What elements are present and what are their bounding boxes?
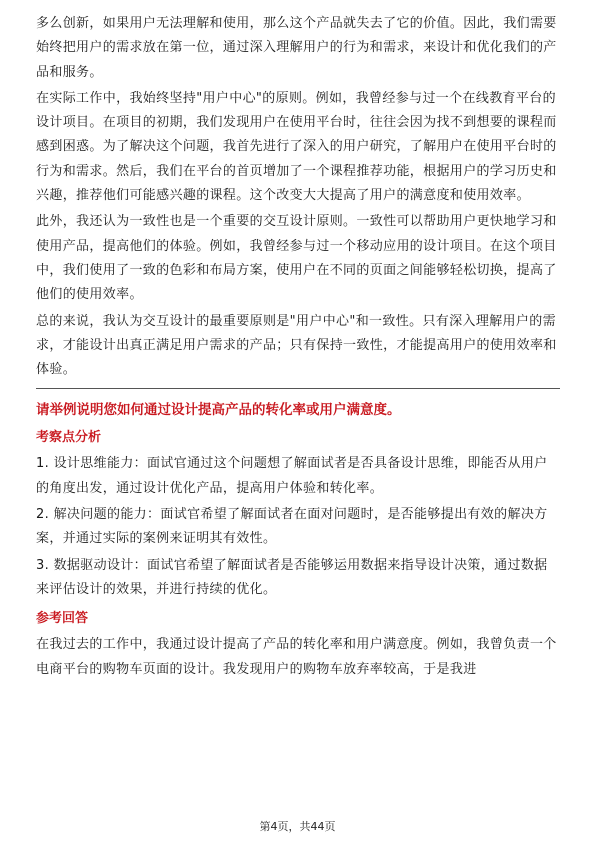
- analysis-item: 2. 解决问题的能力：面试官希望了解面试者在面对问题时，是否能够提出有效的解决方案，并通过实际的案例来证明其有效性。: [36, 507, 548, 547]
- answer-title: 参考回答: [36, 611, 89, 627]
- body-paragraph: 此外，我还认为一致性也是一个重要的交互设计原则。一致性可以帮助用户更快地学习和使用产品，提高他们的体验。例如，我曾经参与过一个移动应用的设计项目。在这个项目中，我们使用了一致的色彩和布局方案，使用户在不同的页面之间能够轻松切换，提高了他们的使用效率。: [36, 214, 557, 303]
- analysis-title: 考察点分析: [36, 430, 102, 446]
- body-paragraph: 总的来说，我认为交互设计的最重要原则是"用户中心"和一致性。只有深入理解用户的需求，才能设计出真正满足用户需求的产品；只有保持一致性，才能提高用户的使用效率和体验。: [36, 313, 557, 378]
- body-paragraph: 在实际工作中，我始终坚持"用户中心"的原则。例如，我曾经参与过一个在线教育平台的设计项目。在项目的初期，我们发现用户在使用平台时，往往会因为找不到想要的课程而感到困惑。为了解决这个问题，我首先进行了深入的用户研究，了解用户在使用平台时的行为和需求。然后，我们在平台的首页增加了一个课程推荐功能，根据用户的学习历史和兴趣，推荐他们可能感兴趣的课程。这个改变大大提高了用户的满意度和使用效率。: [36, 90, 557, 204]
- question-heading: 请举例说明您如何通过设计提高产品的转化率或用户满意度。: [36, 402, 401, 419]
- answer-paragraph: 在我过去的工作中，我通过设计提高了产品的转化率和用户满意度。例如，我曾负责一个电商平台的购物车页面的设计。我发现用户的购物车放弃率较高，于是我进: [36, 637, 557, 677]
- page-footer: 第4页，共44页: [259, 820, 336, 833]
- section-divider: [36, 388, 560, 389]
- analysis-item: 1. 设计思维能力：面试官通过这个问题想了解面试者是否具备设计思维，即能否从用户的角度出发，通过设计优化产品，提高用户体验和转化率。: [36, 456, 548, 496]
- body-paragraph: 多么创新，如果用户无法理解和使用，那么这个产品就失去了它的价值。因此，我们需要始终把用户的需求放在第一位，通过深入理解用户的行为和需求，来设计和优化我们的产品和服务。: [36, 16, 557, 80]
- analysis-item: 3. 数据驱动设计：面试官希望了解面试者是否能够运用数据来指导设计决策，通过数据来评估设计的效果，并进行持续的优化。: [36, 557, 548, 597]
- document-page: [36, 12, 560, 684]
